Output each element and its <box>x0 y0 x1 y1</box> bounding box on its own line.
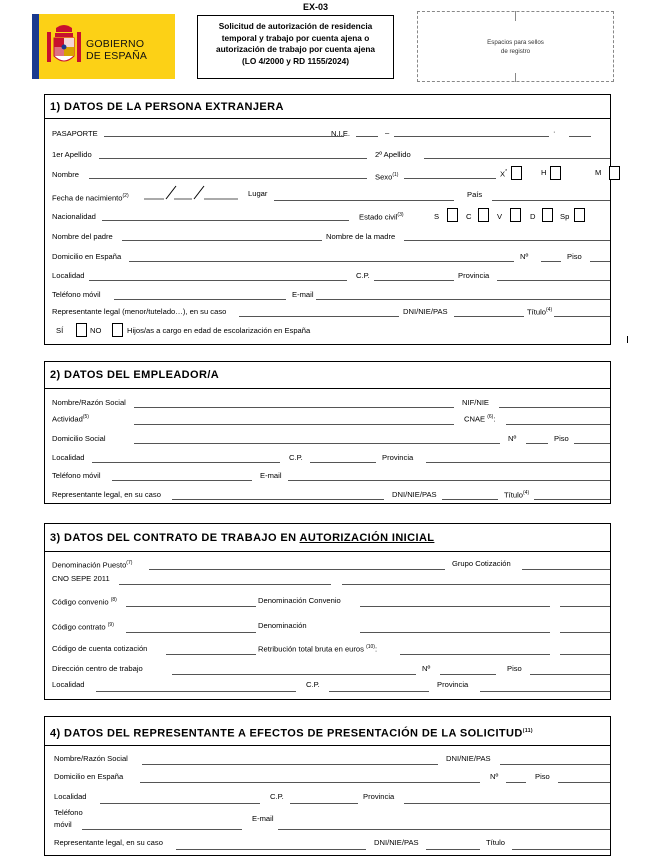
pais-input[interactable] <box>492 200 610 201</box>
form-code: EX-03 <box>303 2 329 12</box>
emp-telefono-input[interactable] <box>112 480 252 481</box>
label-nacionalidad: Nacionalidad <box>52 212 96 221</box>
domicilio-social-input[interactable] <box>134 443 500 444</box>
label-telefono: Teléfono móvil <box>52 290 101 299</box>
label-rep-email: E-mail <box>252 814 274 823</box>
label-email: E-mail <box>292 290 314 299</box>
label-cuenta: Código de cuenta cotización <box>52 644 148 653</box>
apellido2-input[interactable] <box>424 158 610 159</box>
sexo-blank <box>404 178 496 179</box>
label-rep-domicilio: Domicilio en España <box>54 772 124 781</box>
ct-piso-input[interactable] <box>530 674 610 675</box>
label-rep-localidad: Localidad <box>54 792 87 801</box>
title-line4: (LO 4/2000 y RD 1155/2024) <box>241 55 349 66</box>
label-rep-provincia: Provincia <box>363 792 395 801</box>
margin-mark <box>627 336 628 343</box>
nie-dash: – <box>385 128 390 137</box>
emp-titulo-input[interactable] <box>534 499 610 500</box>
section4-heading: 4) DATOS DEL REPRESENTANTE A EFECTOS DE PRESENTACIÓN DE LA SOLICITUD$^{(11)}$ <box>45 717 610 746</box>
fecha-input[interactable] <box>142 185 242 201</box>
estado-d-label: D <box>530 212 536 221</box>
label-ct-num: Nº <box>422 664 431 673</box>
nie-number-input[interactable] <box>394 136 549 137</box>
rep-dni-input[interactable] <box>500 764 610 765</box>
logo-stripe <box>32 14 39 79</box>
rep-titulo-input[interactable] <box>512 849 610 850</box>
label-lugar: Lugar <box>248 189 268 198</box>
label-emp-dni: DNI/NIE/PAS <box>392 490 437 499</box>
label-pais: País <box>467 190 483 199</box>
emp-dni-input[interactable] <box>442 499 498 500</box>
convenio-input[interactable] <box>126 606 256 607</box>
registry-line2: de registro <box>500 48 531 55</box>
registry-line1: Espacios para sellos <box>487 39 544 46</box>
label-emp-num: Nº <box>508 434 517 443</box>
rep-dni2-input[interactable] <box>426 849 480 850</box>
den-convenio-input[interactable] <box>360 606 550 607</box>
ct-cp-input[interactable] <box>329 691 429 692</box>
section3-fields <box>44 523 611 700</box>
rep-representante-input[interactable] <box>176 849 366 850</box>
nie-suffix-input[interactable] <box>569 136 591 137</box>
label-apellido2: 2º Apellido <box>375 150 411 159</box>
rep-email-input[interactable] <box>278 829 610 830</box>
sexo-h-checkbox[interactable] <box>550 166 561 180</box>
piso-input[interactable] <box>590 261 610 262</box>
label-direccion: Dirección centro de trabajo <box>52 664 143 673</box>
label-domicilio: Domicilio en España <box>52 252 122 261</box>
section4-fields <box>44 716 611 856</box>
label-estado-civil: Estado civil$^{(3)}$ <box>359 212 404 222</box>
estado-d-checkbox[interactable] <box>542 208 553 222</box>
title-line2: temporal y trabajo por cuenta ajena o <box>221 32 370 43</box>
label-rep-representante: Representante legal, en su caso <box>54 838 163 847</box>
padre-input[interactable] <box>122 240 322 241</box>
rep-piso-input[interactable] <box>558 782 610 783</box>
denominacion-extra-input[interactable] <box>560 632 610 633</box>
label-denominacion: Denominación <box>258 621 307 630</box>
label-localidad: Localidad <box>52 271 85 280</box>
hijos-no-checkbox[interactable] <box>112 323 123 337</box>
label-den-convenio: Denominación Convenio <box>258 596 341 605</box>
telefono-input[interactable] <box>114 299 286 300</box>
label-emp-representante: Representante legal, en su caso <box>52 490 161 499</box>
sexo-m-label: M <box>595 168 602 177</box>
contrato-input[interactable] <box>126 632 256 633</box>
cno-input[interactable] <box>119 584 331 585</box>
emp-cp-input[interactable] <box>310 462 376 463</box>
government-logo <box>32 14 175 79</box>
label-emp-provincia: Provincia <box>382 453 414 462</box>
email-input[interactable] <box>316 299 610 300</box>
label-rep-cp: C.P. <box>270 792 284 801</box>
title-line3: autorización de trabajo por cuenta ajena <box>215 44 376 54</box>
estado-sp-checkbox[interactable] <box>574 208 585 222</box>
label-si: SÍ <box>56 326 64 335</box>
label-pasaporte: PASAPORTE <box>52 129 98 138</box>
nombre-input[interactable] <box>89 178 367 179</box>
rep-telefono-input[interactable] <box>82 829 242 830</box>
label-nie: N.I.E. <box>331 129 350 138</box>
label-hijos: Hijos/as a cargo en edad de escolarización en España <box>127 326 311 335</box>
label-domicilio-social: Domicilio Social <box>52 434 106 443</box>
label-rep-telefono2: móvil <box>54 820 72 829</box>
label-rep-num: Nº <box>490 772 499 781</box>
emp-num-input[interactable] <box>526 443 548 444</box>
cno-description-input[interactable] <box>342 584 610 585</box>
label-no: NO <box>90 326 102 335</box>
label-piso: Piso <box>567 252 582 261</box>
logo-line2: DE ESPAÑA <box>86 50 148 62</box>
label-razon-social: Nombre/Razón Social <box>52 398 126 407</box>
denominacion-input[interactable] <box>360 632 550 633</box>
label-cno: CNO SEPE 2011 <box>52 574 110 583</box>
section2-fields <box>44 361 611 504</box>
label-grupo: Grupo Cotización <box>452 559 511 568</box>
section1-heading: 1) DATOS DE LA PERSONA EXTRANJERA <box>45 95 610 119</box>
label-sexo: Sexo$^{(1)}$ <box>375 172 399 182</box>
retribucion-extra-input[interactable] <box>560 654 610 655</box>
localidad-input[interactable] <box>89 280 347 281</box>
nacionalidad-input[interactable] <box>102 220 349 221</box>
label-emp-email: E-mail <box>260 471 282 480</box>
retribucion-input[interactable] <box>400 654 550 655</box>
label-ct-provincia: Provincia <box>437 680 469 689</box>
ct-num-input[interactable] <box>440 674 496 675</box>
label-ct-localidad: Localidad <box>52 680 85 689</box>
logo-line1: GOBIERNO <box>86 38 145 50</box>
ct-provincia-input[interactable] <box>480 691 610 692</box>
label-titulo: Título$^{(4)}$ <box>527 307 553 317</box>
lugar-input[interactable] <box>274 200 454 201</box>
emp-piso-input[interactable] <box>574 443 610 444</box>
grupo-input[interactable] <box>522 569 610 570</box>
label-rep-dni: DNI/NIE/PAS <box>446 754 491 763</box>
provincia-input[interactable] <box>497 280 610 281</box>
titulo-input[interactable] <box>554 316 610 317</box>
emp-representante-input[interactable] <box>172 499 384 500</box>
representante-input[interactable] <box>239 316 399 317</box>
label-padre: Nombre del padre <box>52 232 113 241</box>
coat-of-arms-icon <box>46 22 82 72</box>
rep-provincia-input[interactable] <box>404 803 610 804</box>
label-emp-cp: C.P. <box>289 453 303 462</box>
label-cnae: CNAE $^{(6)}$: <box>464 414 496 424</box>
dni-input[interactable] <box>454 316 524 317</box>
sexo-m-checkbox[interactable] <box>609 166 620 180</box>
actividad-input[interactable] <box>134 424 454 425</box>
sexo-x-checkbox[interactable] <box>511 166 522 180</box>
estado-v-label: V <box>497 212 503 221</box>
domicilio-input[interactable] <box>129 261 514 262</box>
estado-c-checkbox[interactable] <box>478 208 489 222</box>
estado-c-label: C <box>466 212 472 221</box>
rep-domicilio-input[interactable] <box>140 782 480 783</box>
sexo-x-label: X* <box>500 169 508 179</box>
label-rep-piso: Piso <box>535 772 550 781</box>
label-rep-telefono1: Teléfono <box>54 808 83 817</box>
label-fecha: Fecha de nacimiento$^{(2)}$ <box>52 193 129 203</box>
rep-localidad-input[interactable] <box>100 803 260 804</box>
registry-stamp-area <box>417 11 614 82</box>
nie-prefix-input[interactable] <box>356 136 378 137</box>
hijos-si-checkbox[interactable] <box>76 323 87 337</box>
sexo-h-label: H <box>541 168 547 177</box>
cp-input[interactable] <box>374 280 454 281</box>
label-representante: Representante legal (menor/tutelado…), en su caso <box>52 307 227 316</box>
cnae-input[interactable] <box>506 424 610 425</box>
ct-localidad-input[interactable] <box>96 691 296 692</box>
label-provincia: Provincia <box>458 271 490 280</box>
estado-v-checkbox[interactable] <box>510 208 521 222</box>
label-cp: C.P. <box>356 271 370 280</box>
num-input[interactable] <box>541 261 561 262</box>
direccion-input[interactable] <box>172 674 416 675</box>
label-nif: NIF/NIE <box>462 398 490 407</box>
registry-divider-top <box>515 11 516 21</box>
label-num: Nº <box>520 252 529 261</box>
label-emp-localidad: Localidad <box>52 453 85 462</box>
rep-razon-input[interactable] <box>142 764 438 765</box>
rep-num-input[interactable] <box>506 782 526 783</box>
label-rep-titulo: Título <box>486 838 505 847</box>
madre-input[interactable] <box>404 240 610 241</box>
cuenta-input[interactable] <box>166 654 256 655</box>
label-actividad: Actividad$^{(5)}$ <box>52 414 89 424</box>
title-line1: Solicitud de autorización de residencia <box>218 21 373 31</box>
nie-dot: · <box>553 127 556 136</box>
estado-s-checkbox[interactable] <box>447 208 458 222</box>
label-emp-telefono: Teléfono móvil <box>52 471 101 480</box>
emp-email-input[interactable] <box>288 480 610 481</box>
estado-s-label: S <box>434 212 440 221</box>
apellido1-input[interactable] <box>99 158 367 159</box>
label-emp-piso: Piso <box>554 434 569 443</box>
label-madre: Nombre de la madre <box>326 232 396 241</box>
rep-cp-input[interactable] <box>290 803 358 804</box>
emp-localidad-input[interactable] <box>92 462 280 463</box>
label-nombre: Nombre <box>52 170 80 179</box>
den-convenio-extra-input[interactable] <box>560 606 610 607</box>
label-retribucion: Retribución total bruta en euros $^{(10)}$: <box>258 644 378 654</box>
nif-input[interactable] <box>499 407 610 408</box>
label-rep-dni2: DNI/NIE/PAS <box>374 838 419 847</box>
section2-heading: 2) DATOS DEL EMPLEADOR/A <box>45 362 610 389</box>
label-contrato: Código contrato $^{(9)}$ <box>52 622 114 632</box>
form-title <box>197 15 394 79</box>
pasaporte-input[interactable] <box>104 136 344 137</box>
section1-fields <box>44 94 611 345</box>
label-puesto: Denominación Puesto$^{(7)}$ <box>52 560 133 570</box>
estado-sp-label: Sp <box>560 212 570 221</box>
label-ct-piso: Piso <box>507 664 522 673</box>
razon-social-input[interactable] <box>134 407 454 408</box>
label-rep-razon: Nombre/Razón Social <box>54 754 128 763</box>
label-ct-cp: C.P. <box>306 680 320 689</box>
label-dni: DNI/NIE/PAS <box>403 307 448 316</box>
section3-heading: 3) DATOS DEL CONTRATO DE TRABAJO EN AUTORIZACIÓN INICIAL <box>45 524 610 552</box>
puesto-input[interactable] <box>149 569 445 570</box>
label-emp-titulo: Título$^{(4)}$ <box>504 490 530 500</box>
label-convenio: Código convenio $^{(8)}$ <box>52 597 117 607</box>
registry-divider-bottom <box>515 73 516 82</box>
emp-provincia-input[interactable] <box>426 462 610 463</box>
label-apellido1: 1er Apellido <box>52 150 92 159</box>
